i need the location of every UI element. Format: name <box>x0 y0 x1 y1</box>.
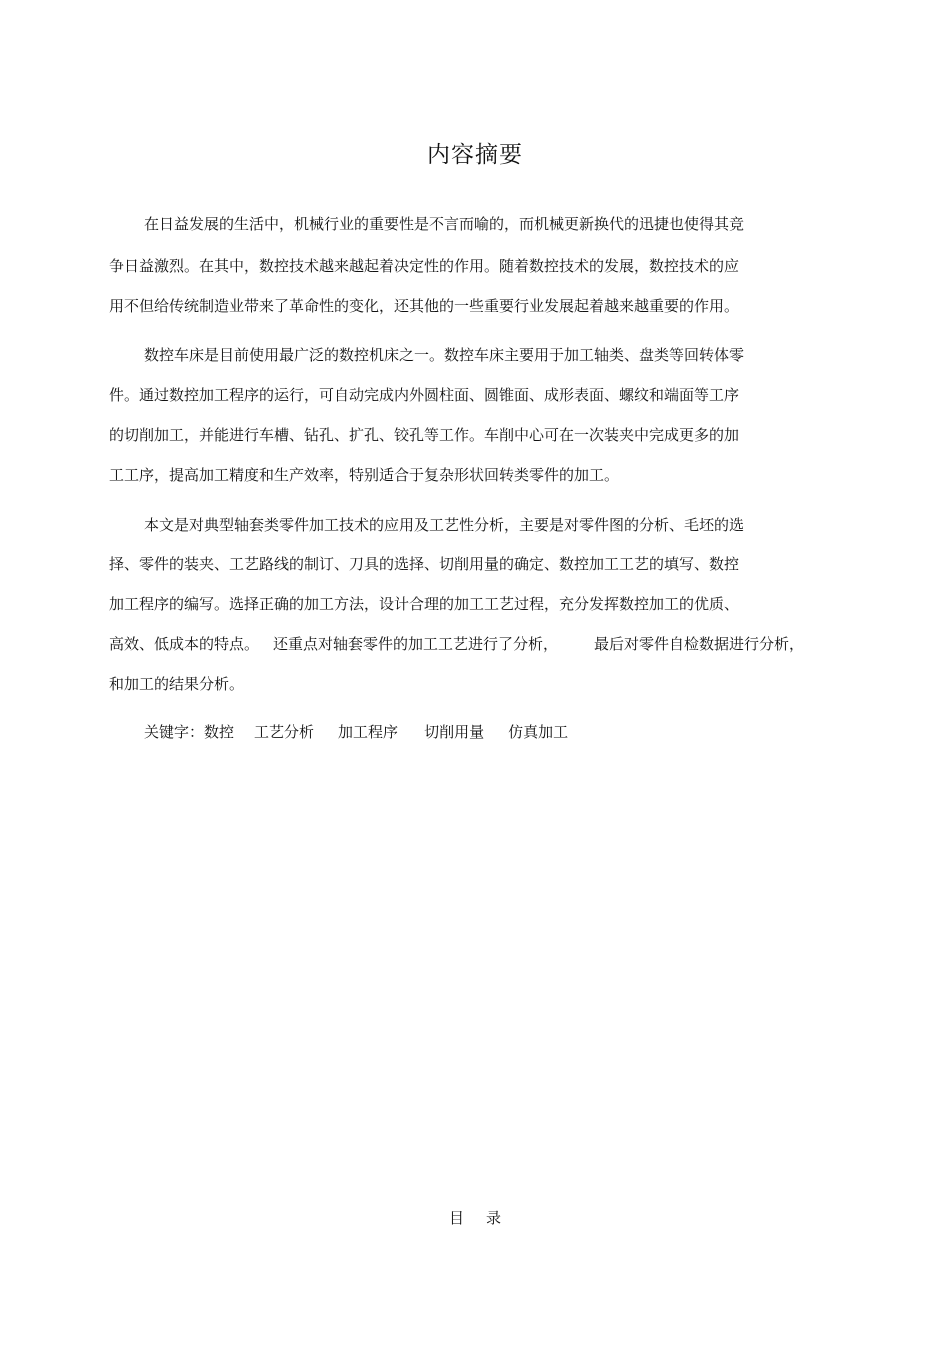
paragraph-3-line-5: 和加工的结果分析。 <box>109 675 245 693</box>
paragraph-1-line-1: 在日益发展的生活中，机械行业的重要性是不言而喻的，而机械更新换代的迅捷也使得其竞 <box>144 215 745 233</box>
paragraph-1-line-2: 争日益激烈。在其中，数控技术越来越起着决定性的作用。随着数控技术的发展，数控技术的应 <box>109 257 740 275</box>
paragraph-2-line-2: 件。通过数控加工程序的运行，可自动完成内外圆柱面、圆锥面、成形表面、螺纹和端面等工序 <box>109 386 740 404</box>
paragraph-2-line-4: 工工序，提高加工精度和生产效率，特别适合于复杂形状回转类零件的加工。 <box>109 466 620 484</box>
abstract-title: 内容摘要 <box>427 142 523 168</box>
keyword-item: 切削用量 <box>424 723 485 741</box>
paragraph-3-line-4 <box>109 634 804 654</box>
paragraph-3-line-3: 加工程序的编写。选择正确的加工方法，设计合理的加工工艺过程，充分发挥数控加工的优质、 <box>109 595 740 613</box>
paragraph-3-line-1: 本文是对典型轴套类零件加工技术的应用及工艺性分析，主要是对零件图的分析、毛坯的选 <box>144 516 745 534</box>
toc-heading <box>0 1208 950 1228</box>
paragraph-3-line-4-part-3: 最后对零件自检数据进行分析， <box>594 635 805 653</box>
keyword-item: 数控 <box>204 723 235 741</box>
keywords-label: 关键字： <box>144 723 205 741</box>
paragraph-2-line-1: 数控车床是目前使用最广泛的数控机床之一。数控车床主要用于加工轴类、盘类等回转体零 <box>144 346 745 364</box>
paragraph-3-line-4-part-2: 还重点对轴套零件的加工工艺进行了分析， <box>273 635 559 653</box>
paragraph-2-line-3: 的切削加工，并能进行车槽、钻孔、扩孔、铰孔等工作。车削中心可在一次装夹中完成更多的加 <box>109 426 740 444</box>
toc-heading-char-2: 录 <box>486 1209 502 1227</box>
keyword-item: 工艺分析 <box>254 723 315 741</box>
paragraph-3-line-2: 择、零件的装夹、工艺路线的制订、刀具的选择、切削用量的确定、数控加工工艺的填写、数控 <box>109 555 740 573</box>
keywords-line <box>144 722 568 742</box>
keyword-item: 加工程序 <box>338 723 399 741</box>
paragraph-1-line-3: 用不但给传统制造业带来了革命性的变化，还其他的一些重要行业发展起着越来越重要的作用。 <box>109 297 740 315</box>
keyword-item: 仿真加工 <box>508 723 569 741</box>
toc-heading-char-1: 目 <box>448 1209 464 1227</box>
paragraph-3-line-4-part-1: 高效、低成本的特点。 <box>109 635 260 653</box>
